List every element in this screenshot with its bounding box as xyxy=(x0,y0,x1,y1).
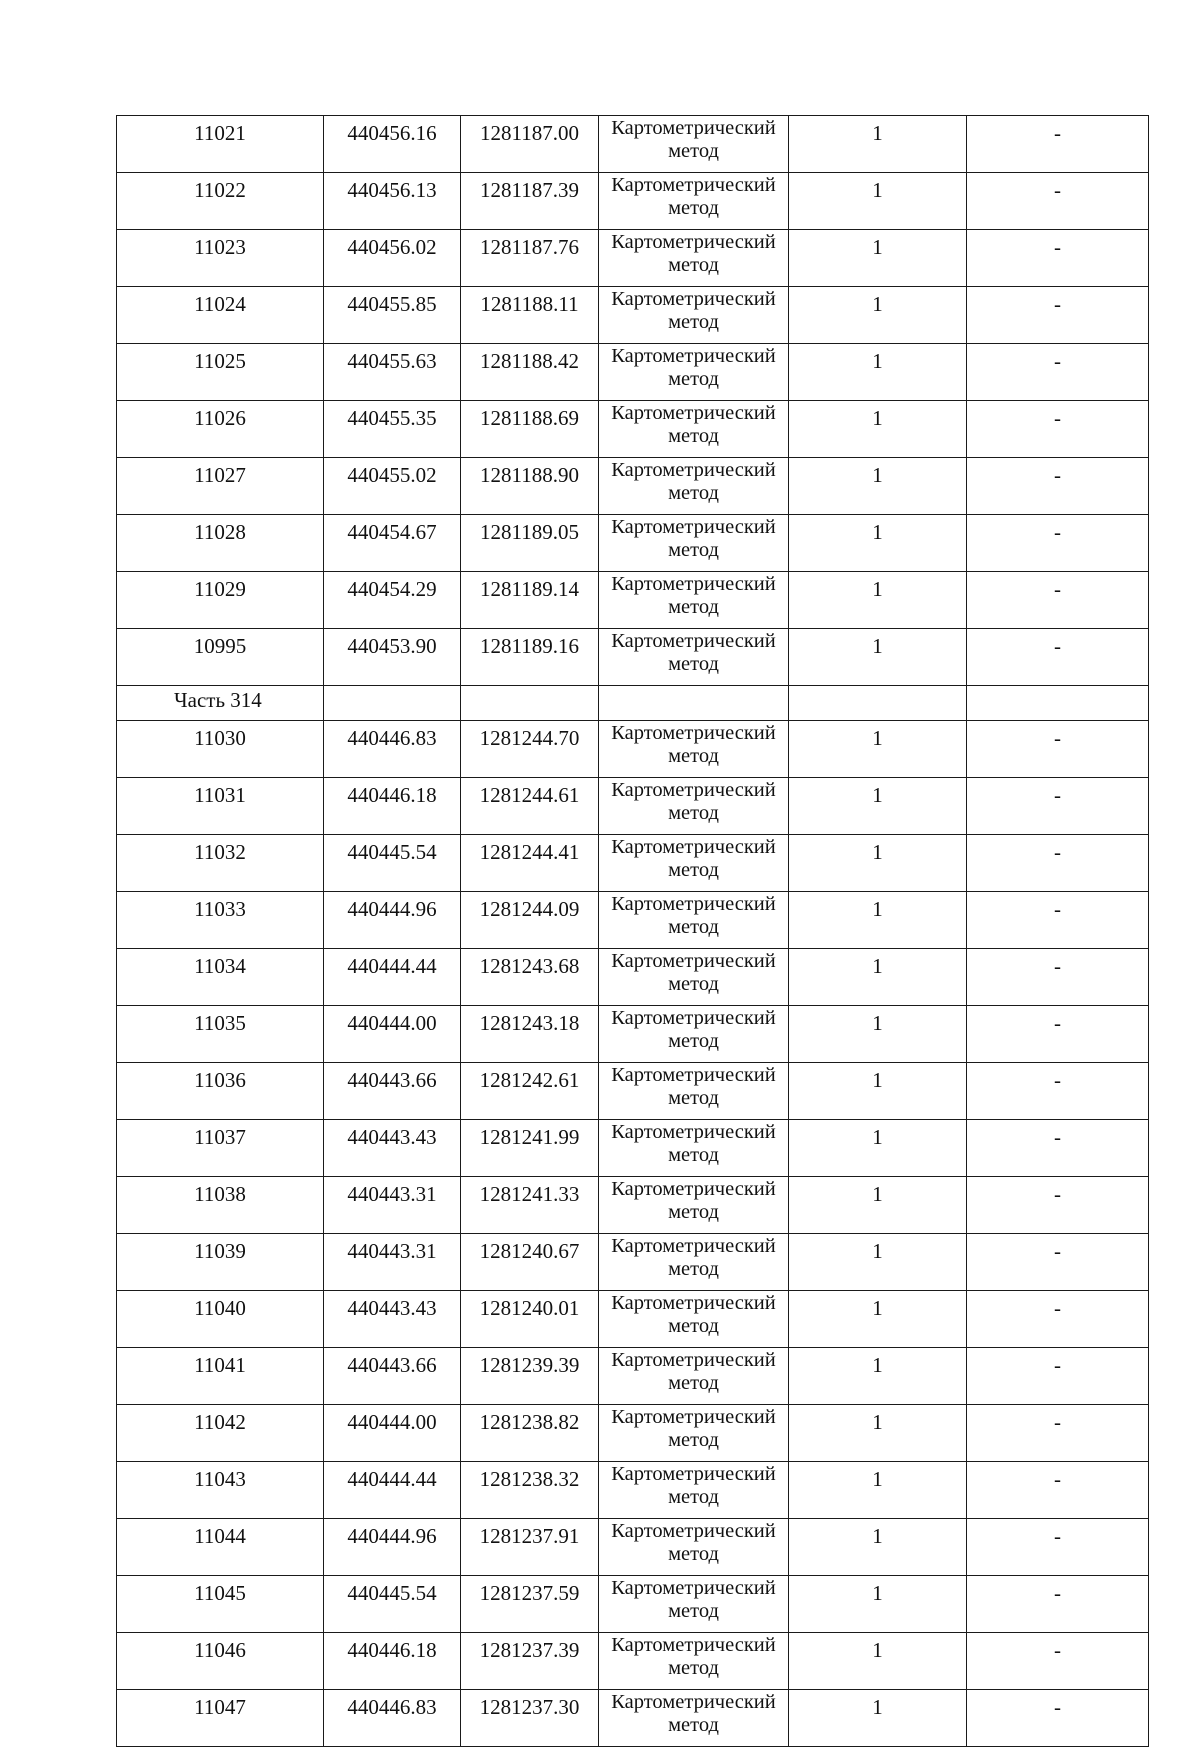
method-line-2: метод xyxy=(668,1087,719,1109)
x-coordinate-cell: 440446.18 xyxy=(324,1633,461,1690)
method-line-2: метод xyxy=(668,482,719,504)
method-cell xyxy=(599,572,789,629)
accuracy-cell: 1 xyxy=(789,1063,967,1120)
x-coordinate-cell: 440443.43 xyxy=(324,1291,461,1348)
method-line-2: метод xyxy=(668,1201,719,1223)
method-line-2: метод xyxy=(668,1144,719,1166)
y-coordinate-cell: 1281244.70 xyxy=(461,721,599,778)
method-cell xyxy=(599,1462,789,1519)
method-cell xyxy=(599,1576,789,1633)
method-line-1: Картометрический xyxy=(611,893,776,915)
y-coordinate-cell: 1281244.41 xyxy=(461,835,599,892)
method-line-1: Картометрический xyxy=(611,1064,776,1086)
empty-cell xyxy=(324,686,461,721)
x-coordinate-cell: 440456.13 xyxy=(324,173,461,230)
method-cell xyxy=(599,1291,789,1348)
method-cell xyxy=(599,1633,789,1690)
description-cell: - xyxy=(967,835,1149,892)
x-coordinate-cell: 440456.16 xyxy=(324,116,461,173)
accuracy-cell: 1 xyxy=(789,1519,967,1576)
accuracy-cell: 1 xyxy=(789,1120,967,1177)
description-cell: - xyxy=(967,1234,1149,1291)
description-cell: - xyxy=(967,892,1149,949)
y-coordinate-cell: 1281188.42 xyxy=(461,344,599,401)
method-cell xyxy=(599,1234,789,1291)
method-line-2: метод xyxy=(668,1600,719,1622)
y-coordinate-cell: 1281189.16 xyxy=(461,629,599,686)
method-line-2: метод xyxy=(668,802,719,824)
point-number-cell: 11035 xyxy=(117,1006,324,1063)
x-coordinate-cell: 440455.02 xyxy=(324,458,461,515)
accuracy-cell: 1 xyxy=(789,629,967,686)
method-cell xyxy=(599,1120,789,1177)
x-coordinate-cell: 440446.18 xyxy=(324,778,461,835)
method-cell xyxy=(599,287,789,344)
table-row xyxy=(117,344,1149,401)
point-number-cell: 11047 xyxy=(117,1690,324,1747)
description-cell: - xyxy=(967,1063,1149,1120)
x-coordinate-cell: 440443.43 xyxy=(324,1120,461,1177)
method-line-1: Картометрический xyxy=(611,722,776,744)
accuracy-cell: 1 xyxy=(789,1633,967,1690)
point-number-cell: 11039 xyxy=(117,1234,324,1291)
point-number-cell: 10995 xyxy=(117,629,324,686)
method-line-2: метод xyxy=(668,859,719,881)
y-coordinate-cell: 1281240.01 xyxy=(461,1291,599,1348)
description-cell: - xyxy=(967,344,1149,401)
table-row xyxy=(117,116,1149,173)
method-line-2: метод xyxy=(668,539,719,561)
y-coordinate-cell: 1281187.39 xyxy=(461,173,599,230)
point-number-cell: 11027 xyxy=(117,458,324,515)
method-cell xyxy=(599,1006,789,1063)
description-cell: - xyxy=(967,116,1149,173)
point-number-cell: 11040 xyxy=(117,1291,324,1348)
description-cell: - xyxy=(967,1348,1149,1405)
accuracy-cell: 1 xyxy=(789,401,967,458)
x-coordinate-cell: 440454.67 xyxy=(324,515,461,572)
accuracy-cell: 1 xyxy=(789,1291,967,1348)
y-coordinate-cell: 1281189.14 xyxy=(461,572,599,629)
x-coordinate-cell: 440443.31 xyxy=(324,1177,461,1234)
description-cell: - xyxy=(967,721,1149,778)
table-row xyxy=(117,287,1149,344)
method-line-1: Картометрический xyxy=(611,630,776,652)
method-line-1: Картометрический xyxy=(611,1121,776,1143)
table-row xyxy=(117,778,1149,835)
method-line-1: Картометрический xyxy=(611,950,776,972)
method-cell xyxy=(599,1519,789,1576)
x-coordinate-cell: 440454.29 xyxy=(324,572,461,629)
method-cell xyxy=(599,173,789,230)
description-cell: - xyxy=(967,1177,1149,1234)
point-number-cell: 11021 xyxy=(117,116,324,173)
accuracy-cell: 1 xyxy=(789,778,967,835)
method-line-2: метод xyxy=(668,745,719,767)
accuracy-cell: 1 xyxy=(789,1405,967,1462)
table-row xyxy=(117,1576,1149,1633)
method-cell xyxy=(599,116,789,173)
accuracy-cell: 1 xyxy=(789,287,967,344)
description-cell: - xyxy=(967,1462,1149,1519)
method-cell xyxy=(599,1690,789,1747)
y-coordinate-cell: 1281242.61 xyxy=(461,1063,599,1120)
y-coordinate-cell: 1281238.82 xyxy=(461,1405,599,1462)
point-number-cell: 11028 xyxy=(117,515,324,572)
accuracy-cell: 1 xyxy=(789,230,967,287)
method-line-2: метод xyxy=(668,916,719,938)
point-number-cell: 11045 xyxy=(117,1576,324,1633)
table-row xyxy=(117,1006,1149,1063)
table-row xyxy=(117,1120,1149,1177)
table-row xyxy=(117,1177,1149,1234)
accuracy-cell: 1 xyxy=(789,835,967,892)
y-coordinate-cell: 1281187.00 xyxy=(461,116,599,173)
method-cell xyxy=(599,1177,789,1234)
description-cell: - xyxy=(967,458,1149,515)
method-line-2: метод xyxy=(668,140,719,162)
table-row xyxy=(117,230,1149,287)
point-number-cell: 11046 xyxy=(117,1633,324,1690)
accuracy-cell: 1 xyxy=(789,721,967,778)
method-line-2: метод xyxy=(668,425,719,447)
point-number-cell: 11026 xyxy=(117,401,324,458)
method-line-1: Картометрический xyxy=(611,1007,776,1029)
x-coordinate-cell: 440443.31 xyxy=(324,1234,461,1291)
method-line-1: Картометрический xyxy=(611,402,776,424)
x-coordinate-cell: 440444.44 xyxy=(324,1462,461,1519)
table-row xyxy=(117,1348,1149,1405)
method-cell xyxy=(599,401,789,458)
point-number-cell: 11031 xyxy=(117,778,324,835)
point-number-cell: 11036 xyxy=(117,1063,324,1120)
accuracy-cell: 1 xyxy=(789,116,967,173)
accuracy-cell: 1 xyxy=(789,458,967,515)
method-line-1: Картометрический xyxy=(611,1520,776,1542)
method-line-2: метод xyxy=(668,653,719,675)
y-coordinate-cell: 1281237.30 xyxy=(461,1690,599,1747)
method-cell xyxy=(599,344,789,401)
method-line-2: метод xyxy=(668,368,719,390)
table-row xyxy=(117,1405,1149,1462)
method-line-1: Картометрический xyxy=(611,1406,776,1428)
method-line-2: метод xyxy=(668,1657,719,1679)
y-coordinate-cell: 1281244.61 xyxy=(461,778,599,835)
y-coordinate-cell: 1281243.18 xyxy=(461,1006,599,1063)
point-number-cell: 11025 xyxy=(117,344,324,401)
method-cell xyxy=(599,629,789,686)
accuracy-cell: 1 xyxy=(789,572,967,629)
point-number-cell: 11024 xyxy=(117,287,324,344)
method-line-1: Картометрический xyxy=(611,1577,776,1599)
method-line-2: метод xyxy=(668,596,719,618)
table-row xyxy=(117,515,1149,572)
accuracy-cell: 1 xyxy=(789,173,967,230)
description-cell: - xyxy=(967,173,1149,230)
point-number-cell: 11022 xyxy=(117,173,324,230)
part-header-row xyxy=(117,686,1149,721)
x-coordinate-cell: 440444.96 xyxy=(324,892,461,949)
method-line-2: метод xyxy=(668,1372,719,1394)
x-coordinate-cell: 440455.63 xyxy=(324,344,461,401)
method-line-1: Картометрический xyxy=(611,1349,776,1371)
method-line-1: Картометрический xyxy=(611,516,776,538)
table-row xyxy=(117,1519,1149,1576)
y-coordinate-cell: 1281187.76 xyxy=(461,230,599,287)
method-cell xyxy=(599,515,789,572)
table-row xyxy=(117,1291,1149,1348)
accuracy-cell: 1 xyxy=(789,1177,967,1234)
x-coordinate-cell: 440453.90 xyxy=(324,629,461,686)
x-coordinate-cell: 440456.02 xyxy=(324,230,461,287)
description-cell: - xyxy=(967,1690,1149,1747)
point-number-cell: 11023 xyxy=(117,230,324,287)
method-cell xyxy=(599,949,789,1006)
table-row xyxy=(117,1063,1149,1120)
method-line-1: Картометрический xyxy=(611,1463,776,1485)
description-cell: - xyxy=(967,1006,1149,1063)
x-coordinate-cell: 440455.35 xyxy=(324,401,461,458)
table-row xyxy=(117,721,1149,778)
table-row xyxy=(117,1234,1149,1291)
method-line-2: метод xyxy=(668,1429,719,1451)
x-coordinate-cell: 440444.00 xyxy=(324,1006,461,1063)
method-line-1: Картометрический xyxy=(611,1292,776,1314)
method-line-2: метод xyxy=(668,1543,719,1565)
point-number-cell: 11034 xyxy=(117,949,324,1006)
method-line-1: Картометрический xyxy=(611,1634,776,1656)
description-cell: - xyxy=(967,1576,1149,1633)
y-coordinate-cell: 1281189.05 xyxy=(461,515,599,572)
y-coordinate-cell: 1281237.39 xyxy=(461,1633,599,1690)
y-coordinate-cell: 1281188.90 xyxy=(461,458,599,515)
point-number-cell: 11043 xyxy=(117,1462,324,1519)
part-label: Часть 314 xyxy=(117,686,324,721)
method-cell xyxy=(599,721,789,778)
coordinates-table-body xyxy=(117,116,1149,1747)
empty-cell xyxy=(461,686,599,721)
y-coordinate-cell: 1281240.67 xyxy=(461,1234,599,1291)
x-coordinate-cell: 440445.54 xyxy=(324,1576,461,1633)
method-cell xyxy=(599,230,789,287)
x-coordinate-cell: 440444.00 xyxy=(324,1405,461,1462)
x-coordinate-cell: 440444.96 xyxy=(324,1519,461,1576)
point-number-cell: 11030 xyxy=(117,721,324,778)
method-line-2: метод xyxy=(668,1714,719,1736)
accuracy-cell: 1 xyxy=(789,892,967,949)
method-cell xyxy=(599,1348,789,1405)
method-line-2: метод xyxy=(668,1315,719,1337)
y-coordinate-cell: 1281238.32 xyxy=(461,1462,599,1519)
method-line-2: метод xyxy=(668,1486,719,1508)
table-row xyxy=(117,1633,1149,1690)
point-number-cell: 11032 xyxy=(117,835,324,892)
method-line-1: Картометрический xyxy=(611,1691,776,1713)
point-number-cell: 11041 xyxy=(117,1348,324,1405)
method-cell xyxy=(599,835,789,892)
description-cell: - xyxy=(967,1405,1149,1462)
accuracy-cell: 1 xyxy=(789,1006,967,1063)
y-coordinate-cell: 1281241.33 xyxy=(461,1177,599,1234)
description-cell: - xyxy=(967,778,1149,835)
accuracy-cell: 1 xyxy=(789,949,967,1006)
y-coordinate-cell: 1281237.91 xyxy=(461,1519,599,1576)
accuracy-cell: 1 xyxy=(789,1348,967,1405)
description-cell: - xyxy=(967,949,1149,1006)
description-cell: - xyxy=(967,1633,1149,1690)
method-line-2: метод xyxy=(668,1258,719,1280)
y-coordinate-cell: 1281239.39 xyxy=(461,1348,599,1405)
method-line-1: Картометрический xyxy=(611,836,776,858)
x-coordinate-cell: 440445.54 xyxy=(324,835,461,892)
table-row xyxy=(117,1462,1149,1519)
accuracy-cell: 1 xyxy=(789,1690,967,1747)
method-cell xyxy=(599,458,789,515)
method-line-1: Картометрический xyxy=(611,174,776,196)
y-coordinate-cell: 1281188.69 xyxy=(461,401,599,458)
method-line-2: метод xyxy=(668,311,719,333)
method-cell xyxy=(599,1063,789,1120)
empty-cell xyxy=(967,686,1149,721)
description-cell: - xyxy=(967,629,1149,686)
method-line-1: Картометрический xyxy=(611,779,776,801)
method-cell xyxy=(599,778,789,835)
point-number-cell: 11042 xyxy=(117,1405,324,1462)
y-coordinate-cell: 1281241.99 xyxy=(461,1120,599,1177)
accuracy-cell: 1 xyxy=(789,1234,967,1291)
point-number-cell: 11044 xyxy=(117,1519,324,1576)
x-coordinate-cell: 440444.44 xyxy=(324,949,461,1006)
coordinates-table xyxy=(116,115,1149,1747)
point-number-cell: 11038 xyxy=(117,1177,324,1234)
empty-cell xyxy=(789,686,967,721)
x-coordinate-cell: 440443.66 xyxy=(324,1063,461,1120)
table-row xyxy=(117,949,1149,1006)
accuracy-cell: 1 xyxy=(789,344,967,401)
method-line-1: Картометрический xyxy=(611,1178,776,1200)
description-cell: - xyxy=(967,1120,1149,1177)
description-cell: - xyxy=(967,515,1149,572)
description-cell: - xyxy=(967,230,1149,287)
empty-cell xyxy=(599,686,789,721)
accuracy-cell: 1 xyxy=(789,515,967,572)
method-line-1: Картометрический xyxy=(611,1235,776,1257)
table-row xyxy=(117,892,1149,949)
y-coordinate-cell: 1281237.59 xyxy=(461,1576,599,1633)
method-line-1: Картометрический xyxy=(611,117,776,139)
description-cell: - xyxy=(967,1519,1149,1576)
method-line-2: метод xyxy=(668,1030,719,1052)
description-cell: - xyxy=(967,1291,1149,1348)
y-coordinate-cell: 1281243.68 xyxy=(461,949,599,1006)
table-row xyxy=(117,629,1149,686)
point-number-cell: 11029 xyxy=(117,572,324,629)
y-coordinate-cell: 1281244.09 xyxy=(461,892,599,949)
method-cell xyxy=(599,892,789,949)
point-number-cell: 11033 xyxy=(117,892,324,949)
description-cell: - xyxy=(967,572,1149,629)
method-line-1: Картометрический xyxy=(611,573,776,595)
method-line-1: Картометрический xyxy=(611,459,776,481)
x-coordinate-cell: 440446.83 xyxy=(324,1690,461,1747)
method-line-1: Картометрический xyxy=(611,231,776,253)
point-number-cell: 11037 xyxy=(117,1120,324,1177)
description-cell: - xyxy=(967,287,1149,344)
method-cell xyxy=(599,1405,789,1462)
x-coordinate-cell: 440443.66 xyxy=(324,1348,461,1405)
table-row xyxy=(117,835,1149,892)
accuracy-cell: 1 xyxy=(789,1576,967,1633)
table-row xyxy=(117,401,1149,458)
method-line-1: Картометрический xyxy=(611,288,776,310)
method-line-2: метод xyxy=(668,254,719,276)
table-row xyxy=(117,173,1149,230)
description-cell: - xyxy=(967,401,1149,458)
y-coordinate-cell: 1281188.11 xyxy=(461,287,599,344)
table-row xyxy=(117,458,1149,515)
x-coordinate-cell: 440446.83 xyxy=(324,721,461,778)
method-line-2: метод xyxy=(668,197,719,219)
table-row xyxy=(117,572,1149,629)
method-line-1: Картометрический xyxy=(611,345,776,367)
accuracy-cell: 1 xyxy=(789,1462,967,1519)
method-line-2: метод xyxy=(668,973,719,995)
table-row xyxy=(117,1690,1149,1747)
x-coordinate-cell: 440455.85 xyxy=(324,287,461,344)
